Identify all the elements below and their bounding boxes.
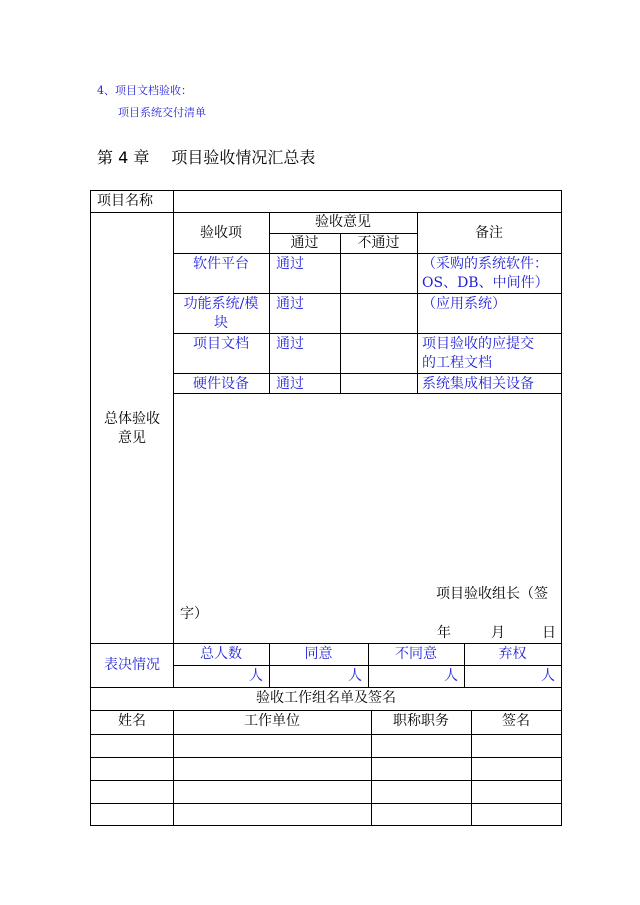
chapter-heading [97, 145, 315, 168]
row-pass: 通过 [276, 376, 304, 392]
header-pass: 通过 [290, 235, 319, 251]
header-opinion: 验收意见 [315, 214, 371, 230]
vote-unit-disagree: 人 [444, 668, 458, 684]
row-note-line2: OS、DB、中间件） [422, 275, 549, 291]
roster-header-name: 姓名 [118, 713, 146, 729]
row-note-line1: （应用系统） [422, 296, 506, 312]
chapter-title: 项目验收情况汇总表 [171, 148, 316, 167]
vote-unit-abstain: 人 [541, 668, 555, 684]
row-pass: 通过 [276, 296, 304, 312]
list-subitem-delivery-list: 项目系统交付清单 [118, 106, 206, 119]
vote-header-total: 总人数 [200, 646, 242, 662]
roster-header-title: 职称职务 [393, 713, 449, 729]
date-day: 日 [542, 625, 556, 641]
header-item: 验收项 [200, 225, 242, 241]
roster-header-unit: 工作单位 [244, 713, 300, 729]
roster-header-signature: 签名 [502, 713, 530, 729]
row-note-line1: 项目验收的应提交 [422, 336, 534, 352]
row-note-line2: 的工程文档 [422, 355, 492, 371]
roster-title: 验收工作组名单及签名 [256, 690, 396, 706]
list-item-doc-acceptance: 4、项目文档验收： [97, 84, 192, 97]
date-year: 年 [437, 625, 451, 641]
sign-line1: 项目验收组长（签 [436, 586, 548, 602]
row-pass: 通过 [276, 336, 304, 352]
row-item-line1: 功能系统/模 [183, 296, 259, 312]
row-note-line1: （采购的系统软件： [422, 256, 548, 272]
vote-label: 表决情况 [104, 657, 160, 673]
row-item: 软件平台 [193, 256, 249, 272]
row-note-line1: 系统集成相关设备 [422, 376, 534, 392]
vote-unit-total: 人 [249, 668, 263, 684]
row-item: 硬件设备 [193, 376, 249, 392]
overall-opinion-label-line1: 总体验收 [104, 411, 160, 427]
row-item: 项目文档 [193, 336, 249, 352]
vote-header-agree: 同意 [304, 646, 333, 662]
vote-header-abstain: 弃权 [498, 646, 527, 662]
row-item-line2: 块 [214, 315, 228, 331]
sign-line2: 字） [180, 606, 208, 622]
vote-header-disagree: 不同意 [395, 646, 437, 662]
vote-unit-agree: 人 [348, 668, 362, 684]
project-name-label: 项目名称 [97, 193, 153, 209]
row-pass: 通过 [276, 256, 304, 272]
header-fail: 不通过 [357, 235, 400, 251]
header-note: 备注 [475, 225, 503, 241]
chapter-number: 第 4 章 [97, 148, 150, 167]
overall-opinion-label-line2: 意见 [118, 430, 146, 446]
date-month: 月 [491, 625, 505, 641]
